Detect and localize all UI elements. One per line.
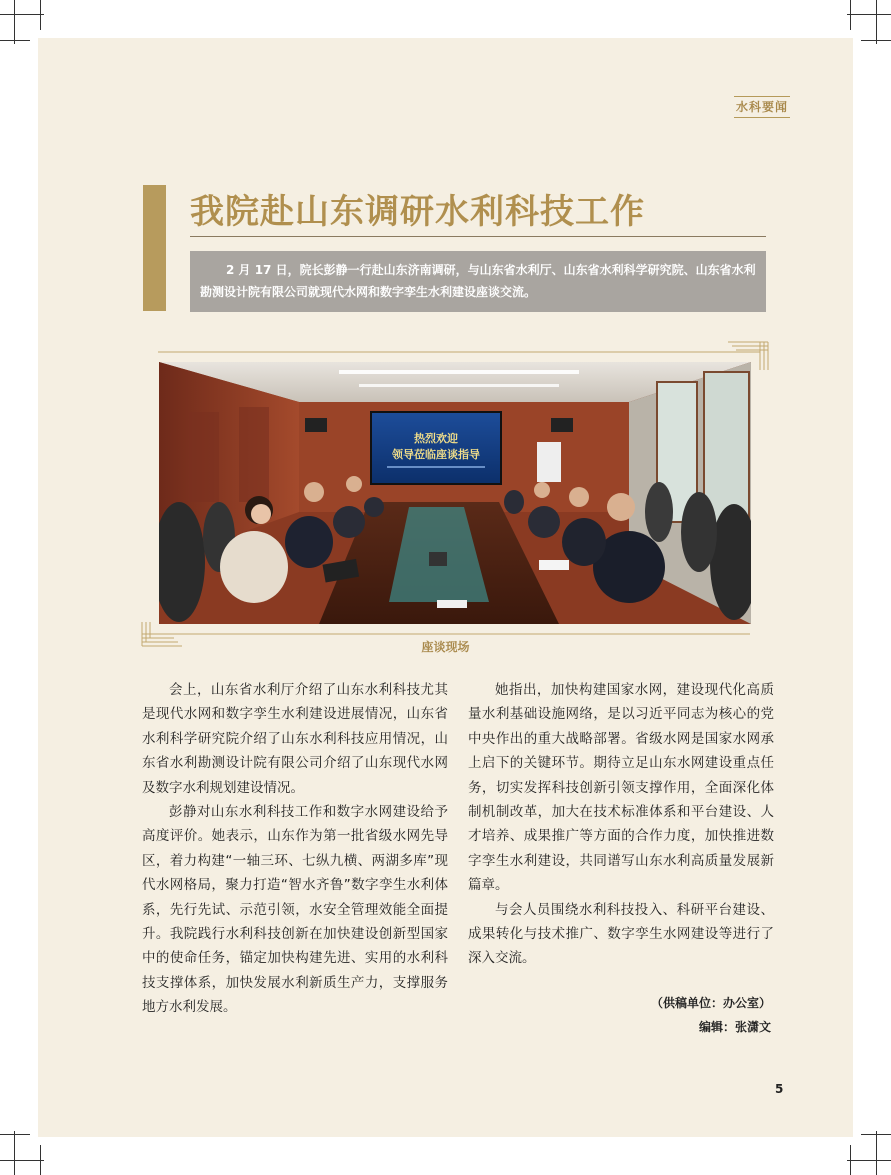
crop-mark <box>876 0 877 44</box>
lead-text: 2 月 17 日，院长彭静一行赴山东济南调研，与山东省水利厅、山东省水利科学研究院、山东省水利勘测设计院有限公司就现代水网和数字孪生水利建设座谈交流。 <box>200 263 756 299</box>
page-number: 5 <box>775 1082 784 1096</box>
crop-mark <box>0 1134 30 1135</box>
section-tag: 水科要闻 <box>734 96 790 118</box>
crop-mark <box>847 1160 891 1161</box>
title-divider <box>190 236 766 237</box>
crop-mark <box>0 14 44 15</box>
meeting-photo <box>159 362 751 624</box>
screen-text-2: 领导莅临座谈指导 <box>392 448 480 461</box>
crop-mark <box>40 0 41 30</box>
body-paragraph: 会上，山东省水利厅介绍了山东水利科技尤其是现代水网和数字孪生水利建设进展情况，山东省水利科学研究院介绍了山东水利科技应用情况，山东省水利勘测设计院有限公司介绍了山东现代水网及数字水利规划建设情况。 <box>142 682 448 796</box>
lead-summary-box <box>190 251 766 312</box>
body-paragraph: 她指出，加快构建国家水网，建设现代化高质量水利基础设施网络，是以习近平同志为核心的党中央作出的重大战略部署。省级水网是国家水网承上启下的关键环节。期待立足山东水网建设重点任务，切实发挥科技创新引领支撑作用，全面深化体制机制改革，加大在技术标准体系和平台建设、人才培养、成果推广等方面的合作力度，加快推进数字孪生水利建设，共同谱写山东水利高质量发展新篇章。 <box>468 682 774 894</box>
crop-mark <box>847 14 891 15</box>
crop-mark <box>14 1131 15 1175</box>
body-paragraph: 与会人员围绕水利科技投入、科研平台建设、成果转化与技术推广、数字孪生水网建设等进行了深入交流。 <box>468 901 774 967</box>
body-column-right <box>468 678 774 971</box>
body-paragraph: 彭静对山东水利科技工作和数字水网建设给予高度评价。她表示，山东作为第一批省级水网先导区，着力构建“一轴三环、七纵九横、两湖多库”现代水网格局，聚力打造“智水齐鲁”数字孪生水利体系，先行先试、示范引领，水安全管理效能全面提升。我院践行水利科技创新在加快建设创新型国家中的使命任务，锚定加快构建先进、实用的水利科技支撑体系，加快发展水利新质生产力，支撑服务地方水利发展。 <box>142 804 448 1016</box>
title-accent-bar <box>143 185 166 311</box>
crop-mark <box>876 1131 877 1175</box>
credit-source: （供稿单位：办公室） <box>650 996 771 1010</box>
credit-editor: 编辑：张潇文 <box>698 1020 771 1034</box>
article-title: 我院赴山东调研水利科技工作 <box>190 192 645 232</box>
crop-mark <box>0 40 30 41</box>
crop-mark <box>0 1160 44 1161</box>
crop-mark <box>850 0 851 30</box>
photo-caption: 座谈现场 <box>421 640 470 654</box>
screen-text-1: 热烈欢迎 <box>414 432 458 445</box>
body-column-left <box>142 678 448 1020</box>
crop-mark <box>14 0 15 44</box>
